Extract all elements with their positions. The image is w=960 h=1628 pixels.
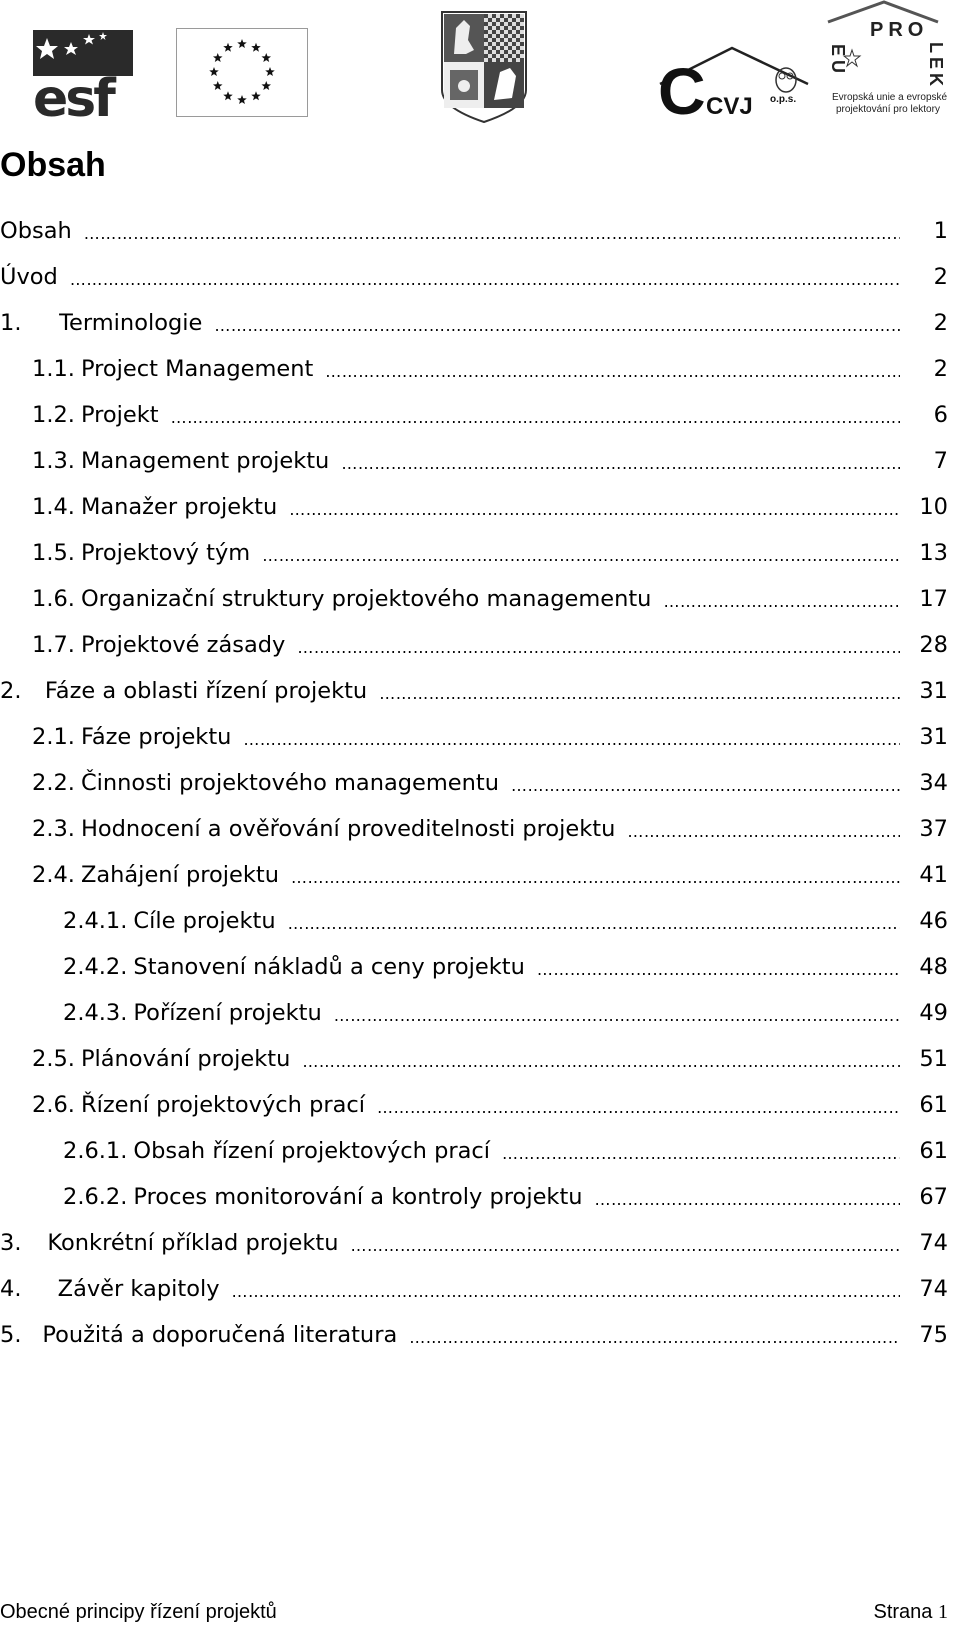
toc-entry-title: Plánování projektu — [80, 1046, 291, 1072]
eu-star-icon — [223, 43, 233, 52]
footer-page-label: Strana — [873, 1601, 933, 1623]
toc-entry-number: 2.5. — [32, 1046, 75, 1072]
toc-entry-title: Organizační struktury projektového managementu — [80, 586, 652, 612]
footer-divider — [0, 1586, 960, 1587]
toc-entry[interactable] — [0, 392, 960, 438]
toc-dot-leader — [350, 1220, 900, 1266]
toc-entry-title: Hodnocení a ověřování proveditelnosti projektu — [80, 816, 616, 842]
toc-entry-number: 5. — [0, 1322, 22, 1348]
toc-entry-page: 41 — [919, 862, 948, 888]
toc-entry-page: 6 — [933, 402, 948, 428]
toc-dot-leader — [502, 1128, 900, 1174]
ccvj-wordmark: CVJ — [706, 93, 753, 120]
toc-entry-number: 1.3. — [32, 448, 75, 474]
toc-entry-page: 46 — [919, 908, 948, 934]
prolek-top-text: PRO — [870, 19, 929, 41]
toc-entry-title: Fáze projektu — [80, 724, 232, 750]
toc-entry-title: Řízení projektových prací — [80, 1092, 366, 1118]
toc-entry-page: 74 — [919, 1230, 948, 1256]
toc-entry-page: 37 — [919, 816, 948, 842]
toc-entry-page: 67 — [919, 1184, 948, 1210]
toc-entry-title: Proces monitorování a kontroly projektu — [133, 1184, 583, 1210]
ccvj-logo — [658, 44, 826, 120]
eu-prolek-logo — [826, 0, 960, 120]
toc-entry-title: Project Management — [80, 356, 314, 382]
toc-entry-page: 49 — [919, 1000, 948, 1026]
toc-entry-page: 75 — [919, 1322, 948, 1348]
toc-entry-title: Konkrétní příklad projektu — [47, 1230, 339, 1256]
toc-entry-title: Projektové zásady — [80, 632, 286, 658]
toc-entry-title: Použitá a doporučená literatura — [42, 1322, 398, 1348]
toc-dot-leader — [243, 714, 900, 760]
eu-star-icon — [209, 67, 219, 76]
prolek-right-text: LEK — [926, 42, 946, 90]
toc-entry-page: 61 — [919, 1138, 948, 1164]
toc-dot-leader — [595, 1174, 900, 1220]
toc-entry[interactable] — [0, 438, 960, 484]
toc-entry-page: 17 — [919, 586, 948, 612]
toc-entry[interactable] — [0, 990, 960, 1036]
toc-entry-number: 4. — [0, 1276, 22, 1302]
logo-bar — [0, 0, 960, 130]
ccvj-c-letter: C — [658, 54, 706, 120]
toc-dot-leader — [70, 254, 900, 300]
toc-entry-number: 2. — [0, 678, 22, 704]
table-of-contents — [0, 208, 960, 1358]
toc-entry-title: Obsah řízení projektových prací — [133, 1138, 491, 1164]
esf-wordmark: esf — [33, 69, 113, 118]
footer-page-value: 1 — [938, 1601, 948, 1623]
toc-dot-leader — [377, 1082, 900, 1128]
toc-entry[interactable] — [0, 898, 960, 944]
toc-entry-title: Zahájení projektu — [80, 862, 279, 888]
toc-dot-leader — [409, 1312, 900, 1358]
toc-dot-leader — [232, 1266, 900, 1312]
toc-entry-number: 1.6. — [32, 586, 75, 612]
toc-entry[interactable] — [0, 1312, 960, 1358]
prolek-left-text: EU — [828, 44, 848, 78]
eu-star-icon — [261, 81, 271, 90]
toc-entry-title: Úvod — [0, 264, 58, 290]
toc-entry-page: 13 — [919, 540, 948, 566]
toc-entry[interactable] — [0, 1266, 960, 1312]
eu-star-icon — [213, 81, 223, 90]
ccvj-suffix: o.p.s. — [770, 94, 797, 105]
toc-entry[interactable] — [0, 484, 960, 530]
toc-dot-leader — [214, 300, 900, 346]
toc-entry-page: 2 — [933, 356, 948, 382]
toc-dot-leader — [379, 668, 900, 714]
toc-dot-leader — [334, 990, 900, 1036]
toc-entry[interactable] — [0, 254, 960, 300]
toc-entry[interactable] — [0, 346, 960, 392]
toc-entry[interactable] — [0, 806, 960, 852]
footer-page-number — [874, 1598, 949, 1626]
prolek-caption-1: Evropská unie a evropské — [832, 92, 948, 103]
toc-entry[interactable] — [0, 300, 960, 346]
eu-star-icon — [237, 39, 247, 48]
toc-entry-page: 10 — [919, 494, 948, 520]
toc-entry-page: 51 — [919, 1046, 948, 1072]
toc-entry-number: 2.4.2. — [63, 954, 128, 980]
eu-star-icon — [237, 95, 247, 104]
toc-entry-page: 1 — [933, 218, 948, 244]
toc-entry-page: 74 — [919, 1276, 948, 1302]
toc-entry[interactable] — [0, 208, 960, 254]
toc-entry-number: 1.4. — [32, 494, 75, 520]
toc-entry-number: 1. — [0, 310, 22, 336]
toc-entry-title: Obsah — [0, 218, 72, 244]
toc-dot-leader — [537, 944, 900, 990]
toc-entry-page: 2 — [933, 310, 948, 336]
toc-entry[interactable] — [0, 852, 960, 898]
toc-entry-number: 2.6. — [32, 1092, 75, 1118]
toc-dot-leader — [262, 530, 900, 576]
toc-entry-number: 1.2. — [32, 402, 75, 428]
toc-entry[interactable] — [0, 1220, 960, 1266]
toc-entry-number: 3. — [0, 1230, 22, 1256]
eu-star-icon — [251, 43, 261, 52]
toc-dot-leader — [289, 484, 900, 530]
regional-crest-logo — [440, 10, 528, 124]
toc-entry-title: Projekt — [80, 402, 159, 428]
toc-dot-leader — [325, 346, 900, 392]
toc-dot-leader — [663, 576, 900, 622]
eu-star-icon — [265, 67, 275, 76]
toc-entry-title: Závěr kapitoly — [57, 1276, 220, 1302]
toc-entry-title: Činnosti projektového managementu — [80, 770, 499, 796]
eu-star-icon — [223, 91, 233, 100]
toc-dot-leader — [511, 760, 900, 806]
toc-entry-title: Management projektu — [80, 448, 330, 474]
eu-star-icon — [251, 91, 261, 100]
page-title: Obsah — [0, 146, 106, 184]
toc-entry[interactable] — [0, 1128, 960, 1174]
toc-dot-leader — [291, 852, 900, 898]
toc-entry-number: 1.1. — [32, 356, 75, 382]
toc-entry-page: 2 — [933, 264, 948, 290]
toc-entry[interactable] — [0, 944, 960, 990]
toc-entry-number: 2.6.2. — [63, 1184, 128, 1210]
toc-entry-title: Fáze a oblasti řízení projektu — [44, 678, 368, 704]
eu-flag-logo — [176, 28, 308, 117]
toc-entry-number: 1.7. — [32, 632, 75, 658]
prolek-caption-2: projektování pro lektory — [836, 104, 940, 115]
footer-document-title: Obecné principy řízení projektů — [0, 1601, 277, 1623]
toc-dot-leader — [341, 438, 900, 484]
toc-entry[interactable] — [0, 760, 960, 806]
toc-entry-number: 2.3. — [32, 816, 75, 842]
toc-entry[interactable] — [0, 714, 960, 760]
toc-dot-leader — [302, 1036, 900, 1082]
toc-entry-title: Projektový tým — [80, 540, 251, 566]
toc-entry-page: 31 — [919, 678, 948, 704]
toc-entry-title: Cíle projektu — [133, 908, 276, 934]
toc-entry[interactable] — [0, 622, 960, 668]
toc-dot-leader — [288, 898, 900, 944]
toc-entry[interactable] — [0, 576, 960, 622]
toc-entry-title: Terminologie — [59, 310, 203, 336]
toc-entry-page: 34 — [919, 770, 948, 796]
eu-star-icon — [213, 53, 223, 62]
toc-entry[interactable] — [0, 1174, 960, 1220]
toc-dot-leader — [297, 622, 900, 668]
toc-entry[interactable] — [0, 530, 960, 576]
toc-entry-number: 1.5. — [32, 540, 75, 566]
eu-star-icon — [261, 53, 271, 62]
toc-entry-page: 61 — [919, 1092, 948, 1118]
toc-entry-number: 2.2. — [32, 770, 75, 796]
toc-entry[interactable] — [0, 1036, 960, 1082]
toc-dot-leader — [84, 208, 900, 254]
toc-entry-number: 2.4. — [32, 862, 75, 888]
toc-entry-page: 48 — [919, 954, 948, 980]
toc-entry[interactable] — [0, 1082, 960, 1128]
toc-entry-page: 31 — [919, 724, 948, 750]
toc-dot-leader — [171, 392, 900, 438]
toc-entry-number: 2.1. — [32, 724, 75, 750]
toc-entry-number: 2.6.1. — [63, 1138, 128, 1164]
toc-entry-page: 7 — [933, 448, 948, 474]
page-footer — [0, 1586, 960, 1628]
toc-entry-number: 2.4.1. — [63, 908, 128, 934]
toc-entry-title: Pořízení projektu — [133, 1000, 322, 1026]
toc-entry-title: Stanovení nákladů a ceny projektu — [133, 954, 525, 980]
toc-dot-leader — [627, 806, 900, 852]
esf-logo — [33, 30, 133, 118]
toc-entry-page: 28 — [919, 632, 948, 658]
toc-entry-title: Manažer projektu — [80, 494, 278, 520]
toc-entry[interactable] — [0, 668, 960, 714]
toc-entry-number: 2.4.3. — [63, 1000, 128, 1026]
